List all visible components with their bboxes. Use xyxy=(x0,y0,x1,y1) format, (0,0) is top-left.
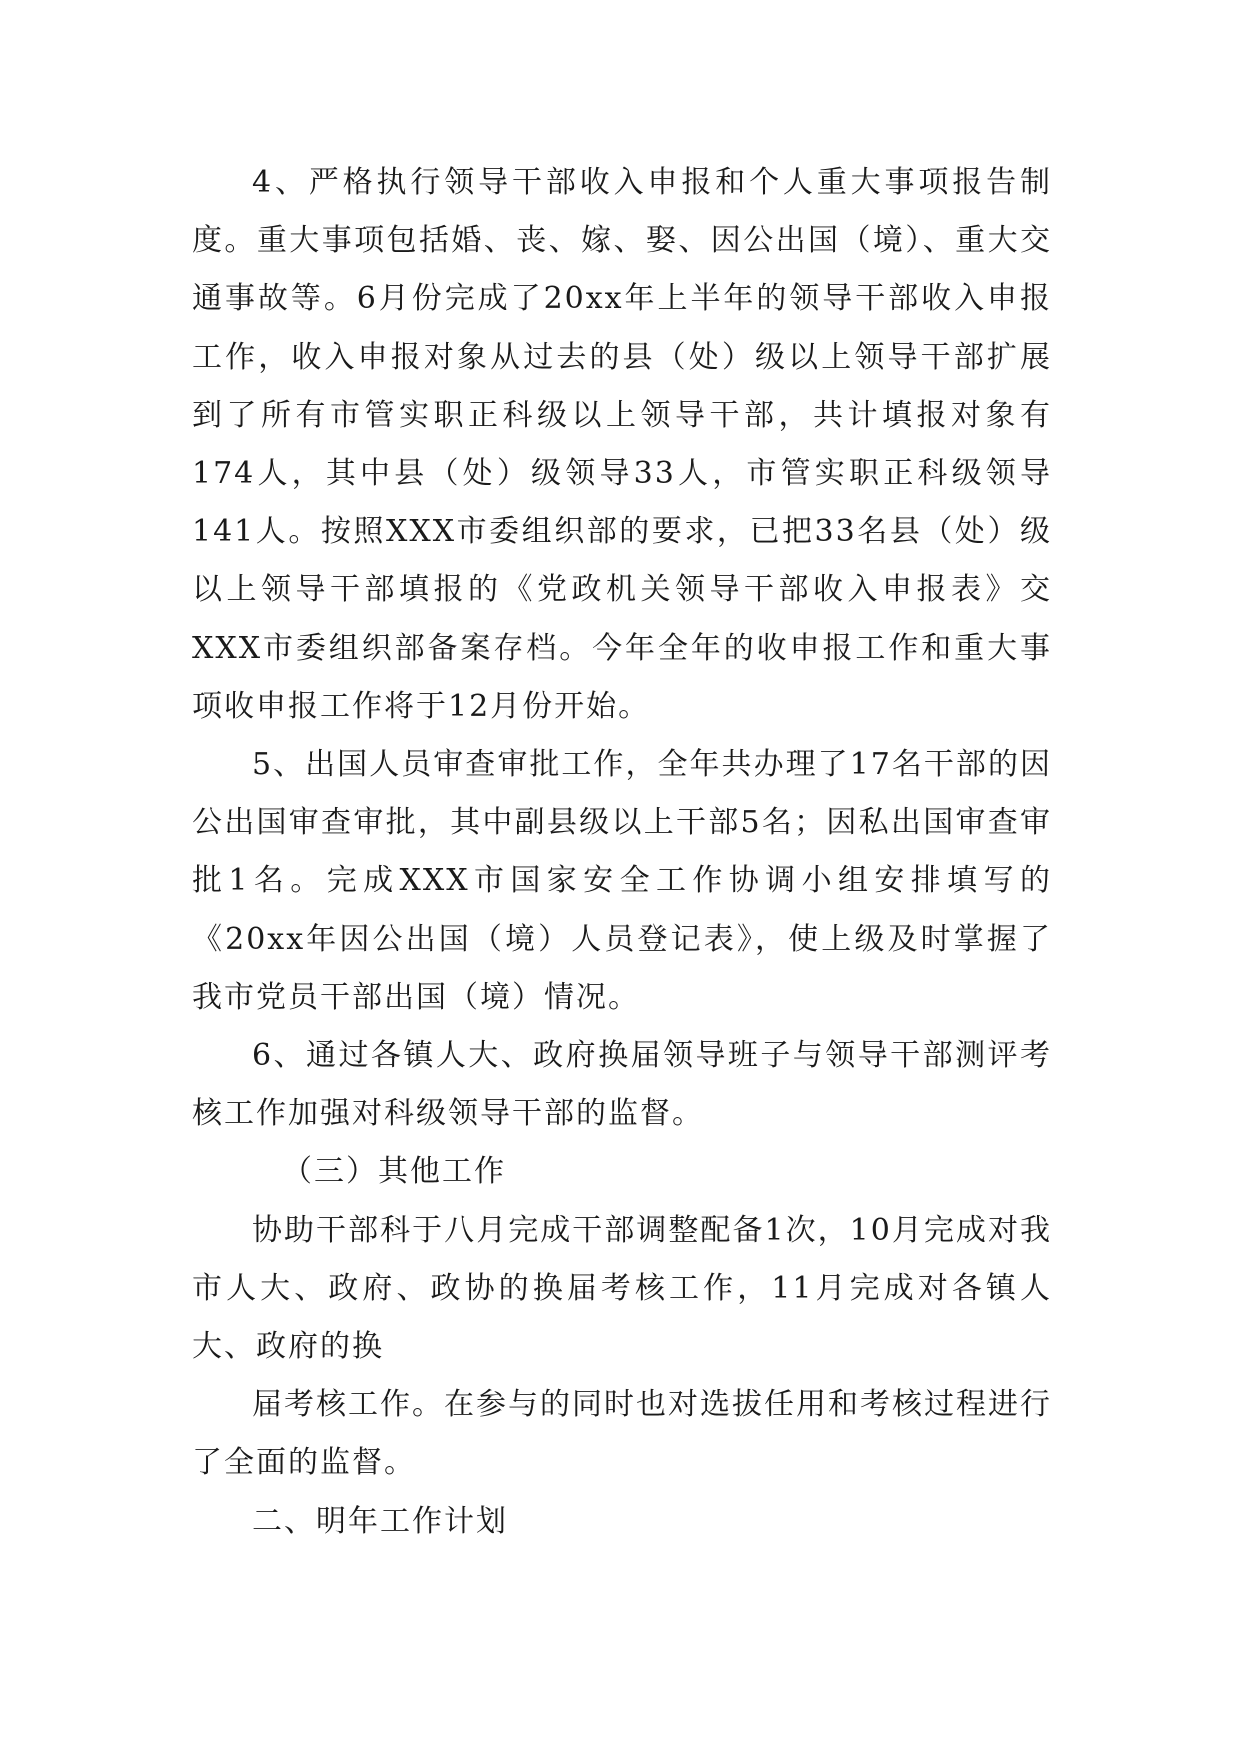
paragraph-income-declaration: 4、严格执行领导干部收入申报和个人重大事项报告制度。重大事项包括婚、丧、嫁、娶、因公出国（境）、重大交通事故等。6月份完成了20xx年上半年的领导干部收入申报工作，收入申报对象从过去的县（处）级以上领导干部扩展到了所有市管实职正科级以上领导干部，共计填报对象有174人，其中县（处）级领导33人，市管实职正科级领导141人。按照XXX市委组织部的要求，已把33名县（处）级以上领导干部填报的《党政机关领导干部收入申报表》交XXX市委组织部备案存档。今年全年的收申报工作和重大事项收申报工作将于12月份开始。 xyxy=(192,165,1052,724)
section-heading-next-year-plan: 二、明年工作计划 xyxy=(252,1503,508,1539)
paragraph-cadre-adjustment: 协助干部科于八月完成干部调整配备1次，10月完成对我市人大、政府、政协的换届考核工作，11月完成对各镇人大、政府的换 xyxy=(192,1212,1052,1365)
paragraph-supervision: 届考核工作。在参与的同时也对选拔任用和考核过程进行了全面的监督。 xyxy=(192,1387,1052,1481)
section-heading-other-work: （三）其他工作 xyxy=(282,1154,506,1190)
document-body xyxy=(192,154,1052,1551)
paragraph-leadership-evaluation: 6、通过各镇人大、政府换届领导班子与领导干部测评考核工作加强对科级领导干部的监督。 xyxy=(192,1038,1052,1132)
paragraph-overseas-approval: 5、出国人员审查审批工作，全年共办理了17名干部的因公出国审查审批，其中副县级以上干部5名；因私出国审查审批1名。完成XXX市国家安全工作协调小组安排填写的《20xx年因公出国（境）人员登记表》，使上级及时掌握了我市党员干部出国（境）情况。 xyxy=(192,747,1052,1015)
